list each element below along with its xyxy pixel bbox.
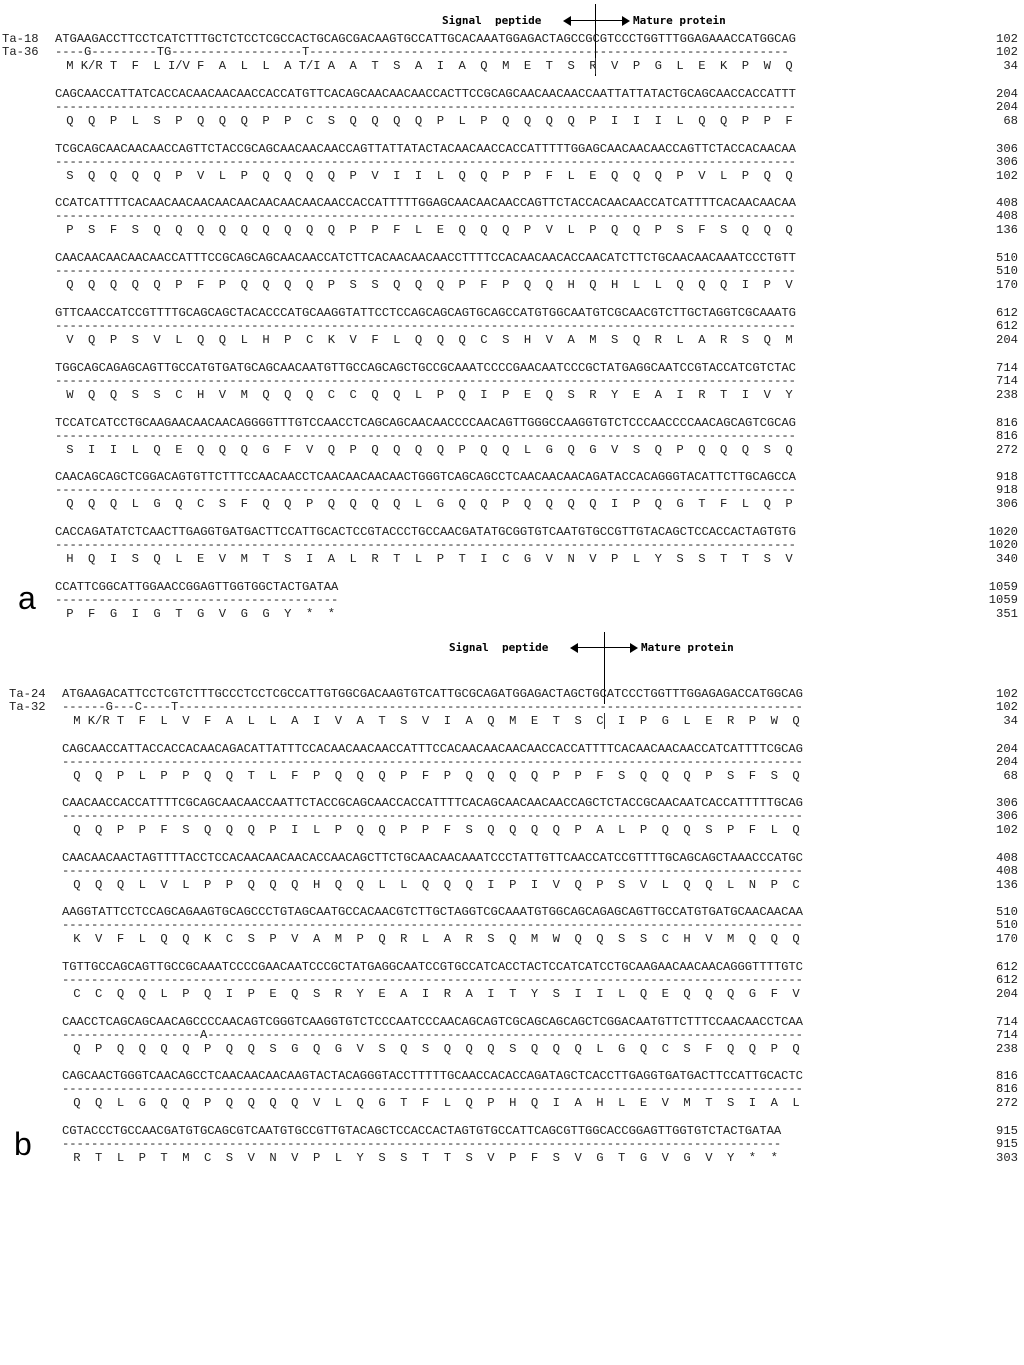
amino-acid-line: Q Q Q L G Q C S F Q Q P Q Q Q Q L G Q Q P Q Q Q Q I P Q G T F L Q P bbox=[59, 497, 793, 512]
position-number: 306 bbox=[996, 497, 1018, 512]
aa-separator-a bbox=[595, 58, 596, 74]
nucleotide-line: TCCATCATCCTGCAAGAACAACAACAGGGGTTTGTCCAACCTCAGCAGCAACAACCCCAACAGTTGGGCCAAGGTGTCTCCCAACCCCAACAGCAGTCGCAG bbox=[55, 415, 796, 430]
position-number: 102 bbox=[996, 687, 1018, 701]
nucleotide-line: CCATCATTTTCACAACAACAACAACAACAACAACAACAACCACCATTTTTGGAGCAACAACAACCAGTTCTACCACAACAACCATCATTTTCACAACAACAA bbox=[55, 196, 796, 211]
position-number: 204 bbox=[996, 741, 1018, 756]
position-number: 68 bbox=[1003, 113, 1018, 128]
position-number: 102 bbox=[996, 168, 1018, 183]
amino-acid-line: P F G I G T G V G G Y * * bbox=[59, 607, 336, 621]
nucleotide-line: TCGCAGCAACAACAACCAGTTCTACCGCAGCAACAACAACCAGTTATTATACTACAACAACCACCATTTTTGGAGCAACAACAACCAGTTCTACCACAACAA bbox=[55, 141, 796, 156]
sequence-block bbox=[0, 470, 1024, 514]
panel-letter-a: a bbox=[18, 580, 36, 616]
nucleotide-line: CGTACCCTGCCAACGATGTGCAGCGTCAATGTGCCGTTGTACAGCTCCACCACTAGTGTGCCATTCAGCGTTGGCACCGGAGTTGGTGTCTACTGATAA bbox=[62, 1123, 782, 1138]
sequence-block bbox=[0, 416, 1024, 460]
position-number: 238 bbox=[996, 1041, 1018, 1056]
seq-name-ta32: Ta-32 bbox=[9, 700, 46, 714]
sequence-block bbox=[0, 32, 1024, 76]
position-number: 714 bbox=[996, 360, 1018, 375]
variant-line: ------------------------------------------------------------------------------------------------------ bbox=[55, 99, 796, 114]
position-number: 1059 bbox=[988, 580, 1018, 594]
position-number: 351 bbox=[996, 607, 1018, 621]
position-number: 204 bbox=[996, 987, 1018, 1001]
nucleotide-line: GTTCAACCATCCGTTTTGCAGCAGCTACACCCATGCAAGGTATTCCTCCAGCAGCAGTGCAGCCATGTGGCAATGTCGCAACGTCTTGCTAGGTCGCAAATG bbox=[55, 306, 796, 320]
variant-line: ----G---------TG------------------T------------------------------------------------------------------ bbox=[55, 45, 789, 59]
arrow-left-icon bbox=[563, 16, 571, 26]
position-number: 408 bbox=[996, 863, 1018, 878]
sequence-block bbox=[0, 796, 1024, 840]
nucleotide-line: CAGCAACCATTACCACCACAACAGACATTATTTCCACAACAACAACCATTTCCACAACAACAACAACCACCATTTTCACAACAACAACCATCATTTTCGCAG bbox=[62, 741, 803, 756]
sequence-block bbox=[0, 306, 1024, 350]
position-number: 303 bbox=[996, 1150, 1018, 1165]
position-number: 915 bbox=[996, 1136, 1018, 1151]
amino-acid-line: Q Q P L P P Q Q T L F P Q Q Q P F P Q Q Q Q P P F S Q Q Q P S F S Q bbox=[66, 768, 800, 783]
amino-acid-line: S I I L Q E Q Q Q G F V Q P Q Q Q Q P Q Q L G Q G V S Q P Q Q Q S Q bbox=[59, 442, 793, 457]
nucleotide-line: ATGAAGACCTTCCTCATCTTTGCTCTCCTCGCCACTGCAGCGACAAGTGCCATTGCACAAATGGAGACTAGCCGCGTCCCTGGTTTGGAGAAACCATGGCAG bbox=[55, 32, 796, 46]
position-number: 306 bbox=[996, 154, 1018, 169]
nucleotide-line: CAACCTCAGCAGCAACAGCCCCAACAGTCGGGTCAAGGTGTCTCCCAATCCCAACAGCAGTCGCAGCAGCAGCTCGGACAATGTTCTTTCCAACAACCTCAA bbox=[62, 1014, 803, 1029]
variant-line: ------------------------------------------------------------------------------------------------------ bbox=[55, 428, 796, 443]
position-number: 915 bbox=[996, 1123, 1018, 1138]
position-number: 510 bbox=[996, 905, 1018, 920]
position-number: 612 bbox=[996, 306, 1018, 320]
position-number: 816 bbox=[996, 428, 1018, 443]
position-number: 306 bbox=[996, 796, 1018, 811]
position-number: 136 bbox=[996, 223, 1018, 238]
variant-line: ------------------------------------------------------------------------------------------------------ bbox=[55, 373, 796, 388]
amino-acid-line: S Q Q Q Q P V L P Q Q Q Q P V I I L Q Q P P F L E Q Q Q P V L P Q Q bbox=[59, 168, 793, 183]
sequence-block bbox=[0, 905, 1024, 949]
mature-protein-label-b: Mature protein bbox=[641, 641, 734, 654]
variant-line: ------------------------------------------------------------------------------------------------------ bbox=[55, 264, 796, 279]
variant-line: ------------------------------------------------------------------------------------------------------ bbox=[55, 209, 796, 224]
position-number: 238 bbox=[996, 387, 1018, 402]
position-number: 1020 bbox=[988, 538, 1018, 553]
position-number: 306 bbox=[996, 141, 1018, 156]
position-number: 612 bbox=[996, 319, 1018, 333]
position-number: 1020 bbox=[988, 525, 1018, 540]
sequence-block bbox=[0, 742, 1024, 786]
position-number: 102 bbox=[996, 823, 1018, 838]
amino-acid-line: Q Q Q Q Q P F P Q Q Q Q P S S Q Q Q P F P Q Q H Q H L L Q Q Q I P V bbox=[59, 278, 793, 293]
position-number: 510 bbox=[996, 251, 1018, 266]
position-number: 204 bbox=[996, 754, 1018, 769]
position-number: 340 bbox=[996, 552, 1018, 567]
variant-line: ------G---C----T-------------------------------------------------------------------------------------- bbox=[62, 700, 803, 714]
nucleotide-line: TGTTGCCAGCAGTTGCCGCAAATCCCCGAACAATCCCGCTATGAGGCAATCCGTGCCATCACCTACTCCATCATCCTGCAAGAACAACAACAGGGTTTTGTC bbox=[62, 960, 803, 974]
amino-acid-line: K V F L Q Q K C S P V A M P Q R L A R S Q M W Q Q S S C H V M Q Q Q bbox=[66, 932, 800, 947]
position-number: 272 bbox=[996, 1096, 1018, 1111]
sequence-block bbox=[0, 87, 1024, 131]
sequence-block bbox=[0, 142, 1024, 186]
arrow-right-icon bbox=[622, 16, 630, 26]
aa-separator-b bbox=[604, 713, 605, 729]
position-number: 816 bbox=[996, 1069, 1018, 1084]
position-number: 204 bbox=[996, 86, 1018, 101]
arrow-left-icon bbox=[570, 643, 578, 653]
variant-line: -------------------A---------------------------------------------------------------------------------- bbox=[62, 1027, 803, 1042]
panel-letter-b: b bbox=[14, 1126, 32, 1162]
position-number: 136 bbox=[996, 877, 1018, 892]
sequence-block bbox=[0, 251, 1024, 295]
position-number: 102 bbox=[996, 45, 1018, 59]
position-number: 34 bbox=[1003, 714, 1018, 728]
amino-acid-line: M K/R T F L I/V F A L L A T/I A A T S A I A Q M E T S R V P G L E K P W Q bbox=[59, 59, 793, 73]
position-number: 306 bbox=[996, 809, 1018, 824]
sequence-block bbox=[0, 196, 1024, 240]
position-number: 714 bbox=[996, 373, 1018, 388]
position-number: 170 bbox=[996, 278, 1018, 293]
sequence-block bbox=[0, 1124, 1024, 1168]
amino-acid-line: W Q Q S S C H V M Q Q Q C C Q Q L P Q I P E Q S R Y E A I R T I V Y bbox=[59, 387, 793, 402]
position-number: 408 bbox=[996, 209, 1018, 224]
variant-line: --------------------------------------- bbox=[55, 593, 339, 607]
amino-acid-line: M K/R T F L V F A L L A I V A T S V I A Q M E T S C I P G L E R P W Q bbox=[66, 714, 800, 728]
amino-acid-line: V Q P S V L Q Q L H P C K V F L Q Q Q C S H V A M S Q R L A R S Q M bbox=[59, 333, 793, 347]
position-number: 714 bbox=[996, 1027, 1018, 1042]
position-number: 510 bbox=[996, 264, 1018, 279]
sequence-block bbox=[0, 525, 1024, 569]
position-number: 204 bbox=[996, 333, 1018, 347]
panel-b bbox=[0, 626, 1024, 1186]
sequence-block bbox=[0, 580, 1024, 624]
amino-acid-line: Q Q L G Q Q P Q Q Q Q V L Q G T F L Q P H Q I A H L E V M T S I A L bbox=[66, 1096, 800, 1111]
position-number: 102 bbox=[996, 32, 1018, 46]
arrow-shaft-b bbox=[577, 647, 633, 648]
position-number: 918 bbox=[996, 470, 1018, 485]
variant-line: ------------------------------------------------------------------------------------------------------ bbox=[55, 483, 796, 498]
sequence-block bbox=[0, 687, 1024, 731]
signal-peptide-label-a: Signal peptide bbox=[442, 14, 542, 27]
variant-line: ------------------------------------------------------------------------------------------------------ bbox=[62, 754, 803, 769]
position-number: 68 bbox=[1003, 768, 1018, 783]
amino-acid-line: Q P Q Q Q Q P Q Q S G Q G V S Q S Q Q Q S Q Q Q L G Q C S F Q Q P Q bbox=[66, 1041, 800, 1056]
position-number: 1059 bbox=[988, 593, 1018, 607]
nucleotide-line: AAGGTATTCCTCCAGCAGAAGTGCAGCCCTGTAGCAATGCCACAACGTCTTGCTAGGTCGCAAATGTGGCAGCAGAGCAGTTGCCATGTGATGCAACAACAA bbox=[62, 905, 803, 920]
sequence-block bbox=[0, 1069, 1024, 1113]
position-number: 102 bbox=[996, 700, 1018, 714]
mature-protein-label-a: Mature protein bbox=[633, 14, 726, 27]
variant-line: ------------------------------------------------------------------------------------------------------ bbox=[55, 154, 796, 169]
variant-line: ------------------------------------------------------------------------------------------------------ bbox=[62, 863, 803, 878]
position-number: 204 bbox=[996, 99, 1018, 114]
arrow-shaft-a bbox=[570, 20, 624, 21]
nucleotide-line: CAGCAACCATTATCACCACAACAACAACCACCATGTTCACAGCAACAACAACCACTTCCGCAGCAACAACAACCAATTATTATACTGCAGCAACCACCATTT bbox=[55, 86, 796, 101]
amino-acid-line: Q Q P P F S Q Q Q P I L P Q Q P P F S Q Q Q Q P A L P Q Q S P F L Q bbox=[66, 823, 800, 838]
position-number: 408 bbox=[996, 196, 1018, 211]
panel-a bbox=[0, 0, 1024, 640]
sequence-block bbox=[0, 851, 1024, 895]
nucleotide-line: CCATTCGGCATTGGAACCGGAGTTGGTGGCTACTGATAA bbox=[55, 580, 339, 594]
position-number: 612 bbox=[996, 973, 1018, 987]
position-number: 918 bbox=[996, 483, 1018, 498]
variant-line: ------------------------------------------------------------------------------------------------------ bbox=[55, 319, 796, 333]
seq-name-ta24: Ta-24 bbox=[9, 687, 46, 701]
position-number: 170 bbox=[996, 932, 1018, 947]
position-number: 408 bbox=[996, 850, 1018, 865]
position-number: 510 bbox=[996, 918, 1018, 933]
signal-peptide-label-b: Signal peptide bbox=[449, 641, 549, 654]
position-number: 816 bbox=[996, 415, 1018, 430]
amino-acid-line: P S F S Q Q Q Q Q Q Q Q Q P P F L E Q Q Q P V L P Q Q P S F S Q Q Q bbox=[59, 223, 793, 238]
nucleotide-line: CACCAGATATCTCAACTTGAGGTGATGACTTCCATTGCACTCCGTACCCTGCCAACGATATGCGGTGTCAATGTGCCGTTGTACAGCTCCACCACTAGTGTG bbox=[55, 525, 796, 540]
nucleotide-line: CAGCAACTGGGTCAACAGCCTCAACAACAACAAGTACTACAGGGTACCTTTTTGCAACCACACCAGATAGCTCACCTTGAGGTGATGACTTCCATTGCACTC bbox=[62, 1069, 803, 1084]
position-number: 816 bbox=[996, 1082, 1018, 1097]
sequence-block bbox=[0, 960, 1024, 1004]
amino-acid-line: H Q I S Q L E V M T S I A L R T L P T I C G V N V P L Y S S T T S V bbox=[59, 552, 793, 567]
amino-acid-line: R T L P T M C S V N V P L Y S S T T S V P F S V G T G V G V Y * * bbox=[66, 1150, 778, 1165]
variant-line: --------------------------------------------------------------------------------------------------- bbox=[62, 1136, 782, 1151]
sequence-block bbox=[0, 361, 1024, 405]
variant-line: ------------------------------------------------------------------------------------------------------ bbox=[62, 809, 803, 824]
variant-line: ------------------------------------------------------------------------------------------------------ bbox=[62, 918, 803, 933]
position-number: 34 bbox=[1003, 59, 1018, 73]
variant-line: ------------------------------------------------------------------------------------------------------ bbox=[62, 1082, 803, 1097]
amino-acid-line: Q Q Q L V L P P Q Q Q H Q Q L L Q Q Q I P I V Q P S V L Q Q L N P C bbox=[66, 877, 800, 892]
nucleotide-line: ATGAAGACATTCCTCGTCTTTGCCCTCCTCGCCATTGTGGCGACAAGTGTCATTGCGCAGATGGAGACTAGCTGCATCCCTGGTTTGGAGAGACCATGGCAG bbox=[62, 687, 803, 701]
variant-line: ------------------------------------------------------------------------------------------------------ bbox=[55, 538, 796, 553]
arrow-right-icon bbox=[630, 643, 638, 653]
amino-acid-line: C C Q Q L P Q I P E Q S R Y E A I R A I T Y S I I L Q E Q Q Q G F V bbox=[66, 987, 800, 1001]
nucleotide-line: TGGCAGCAGAGCAGTTGCCATGTGATGCAGCAACAATGTTGCCAGCAGCTGCCGCAAATCCCCGAACAATCCCGCTATGAGGCAATCCGTACCATCGTCTAC bbox=[55, 360, 796, 375]
seq-name-ta36: Ta-36 bbox=[2, 45, 39, 59]
variant-line: ------------------------------------------------------------------------------------------------------ bbox=[62, 973, 803, 987]
nucleotide-line: CAACAACAACTAGTTTTACCTCCACAACAACAACACCAACAGCTTCTGCAACAACAAATCCCTATTGTTCAACCATCCGTTTTGCAGCAGCTAAACCCATGC bbox=[62, 850, 803, 865]
nucleotide-line: CAACAACCACCATTTTCGCAGCAACAACCAATTCTACCGCAGCAACCACCATTTTCACAGCAACAACAACCAGCTCTACCGCAACAATCACCATTTTTGCAG bbox=[62, 796, 803, 811]
sequence-block bbox=[0, 1015, 1024, 1059]
seq-name-ta18: Ta-18 bbox=[2, 32, 39, 46]
position-number: 714 bbox=[996, 1014, 1018, 1029]
position-number: 612 bbox=[996, 960, 1018, 974]
position-number: 272 bbox=[996, 442, 1018, 457]
amino-acid-line: Q Q P L S P Q Q Q P P C S Q Q Q Q P L P Q Q Q Q P I I I L Q Q P P F bbox=[59, 113, 793, 128]
nucleotide-line: CAACAACAACAACAACCATTTCCGCAGCAGCAACAACCATCTTCACAACAACAACCTTTTCCACAACAACACCAACATCTTCTGCAACAACAAATCCCTGTT bbox=[55, 251, 796, 266]
nucleotide-line: CAACAGCAGCTCGGACAGTGTTCTTTCCAACAACCTCAACAACAACAACTGGGTCAGCAGCCTCAACAACAACAGATACCACAGGGTACATTCTTGCAGCCA bbox=[55, 470, 796, 485]
